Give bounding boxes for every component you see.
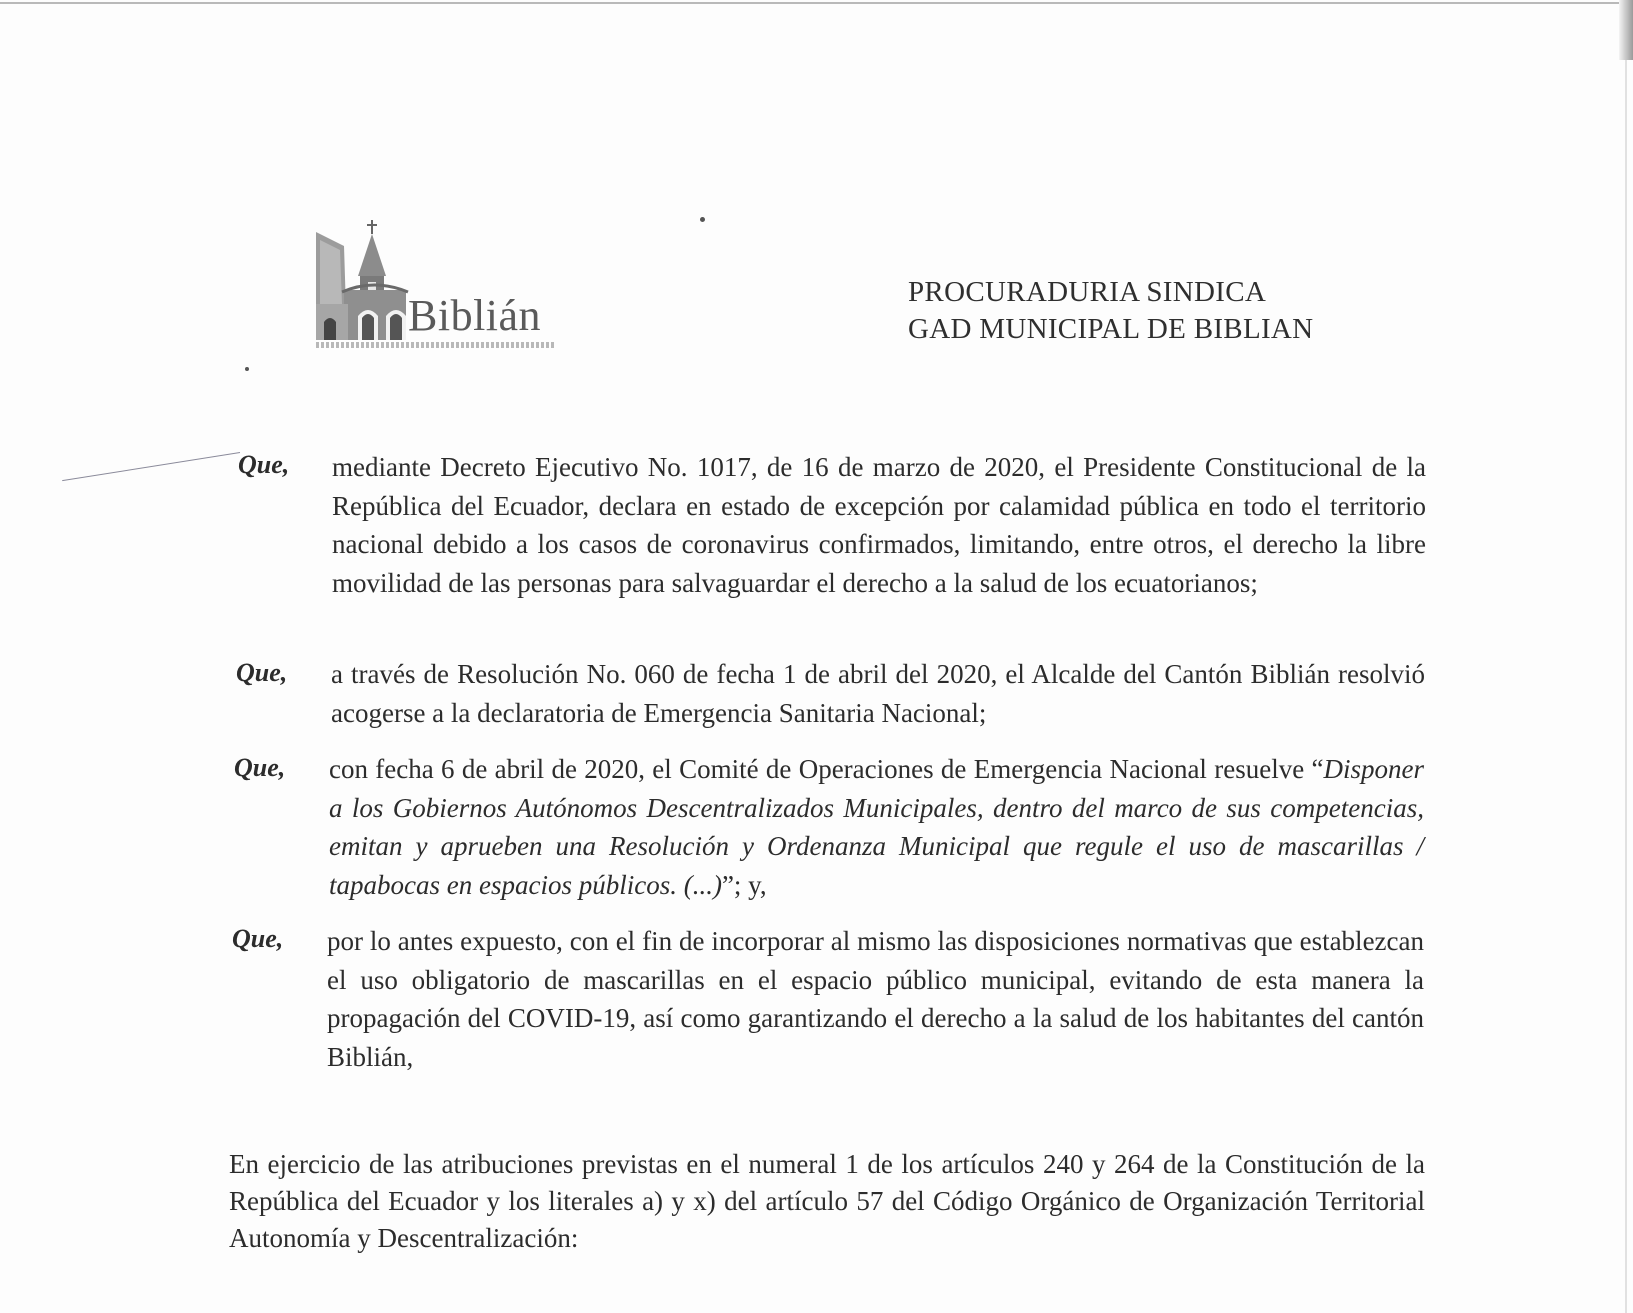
clause-label: Que, — [234, 753, 286, 782]
closing-paragraph: En ejercicio de las atribuciones previstas en el numeral 1 de los artículos 240 y 264 de la Constitución de la República del Ecuador y los literales a) y x) del artículo 57 del Código Orgánico de Organización Territorial Autonomía y Descentralización: — [229, 1149, 1425, 1253]
header-line-2: GAD MUNICIPAL DE BIBLIAN — [908, 313, 1314, 345]
logo-wordmark: Biblián — [408, 291, 542, 340]
clause-text-intro: con fecha 6 de abril de 2020, el Comité de Operaciones de Emergencia Nacional resuelve “ — [329, 754, 1324, 784]
pen-mark — [62, 452, 240, 481]
clause-text: mediante Decreto Ejecutivo No. 1017, de 16 de marzo de 2020, el Presidente Constitucional de la República del Ecuador, declara en estado de excepción por calamidad pública en todo el territorio nacional debido a los casos de coronavirus confirmados, limitando, entre otros, el derecho la libre movilidad de las personas para salvaguardar el derecho a la salud de los ecuatorianos; — [332, 452, 1426, 598]
scan-speck — [245, 367, 249, 371]
clause-text: por lo antes expuesto, con el fin de incorporar al mismo las disposiciones normativas que establezcan el uso obligatorio de mascarillas en el espacio público municipal, evitando de esta manera la propagación del COVID-19, así como garantizando el derecho a la salud de los habitantes del cantón Biblián, — [327, 926, 1424, 1072]
office-header — [908, 274, 1313, 348]
scan-border-right — [1625, 0, 1627, 1313]
clause-quote: Disponer a los Gobiernos Autónomos Descentralizados Municipales, dentro del marco de sus competencias, emitan y aprueben una Resolución y Ordenanza Municipal que regule el uso de mascarillas / tapabocas en espacios públicos. (...) — [329, 754, 1424, 900]
scan-speck — [700, 217, 705, 222]
logo-tagline-graphic — [316, 342, 556, 348]
clause-label: Que, — [238, 450, 290, 479]
header-line-1: PROCURADURIA SINDICA — [908, 276, 1267, 308]
clause-text — [329, 750, 1424, 904]
clause-label: Que, — [236, 658, 288, 687]
municipal-logo — [316, 218, 556, 358]
scan-border-top — [0, 2, 1633, 4]
clause-text-outro: ”; y, — [721, 869, 767, 900]
scan-corner-shadow — [1619, 0, 1633, 60]
clause-label: Que, — [232, 924, 284, 953]
clause-text: a través de Resolución No. 060 de fecha 1 de abril del 2020, el Alcalde del Cantón Biblián resolvió acogerse a la declaratoria de Emergencia Sanitaria Nacional; — [331, 659, 1425, 728]
